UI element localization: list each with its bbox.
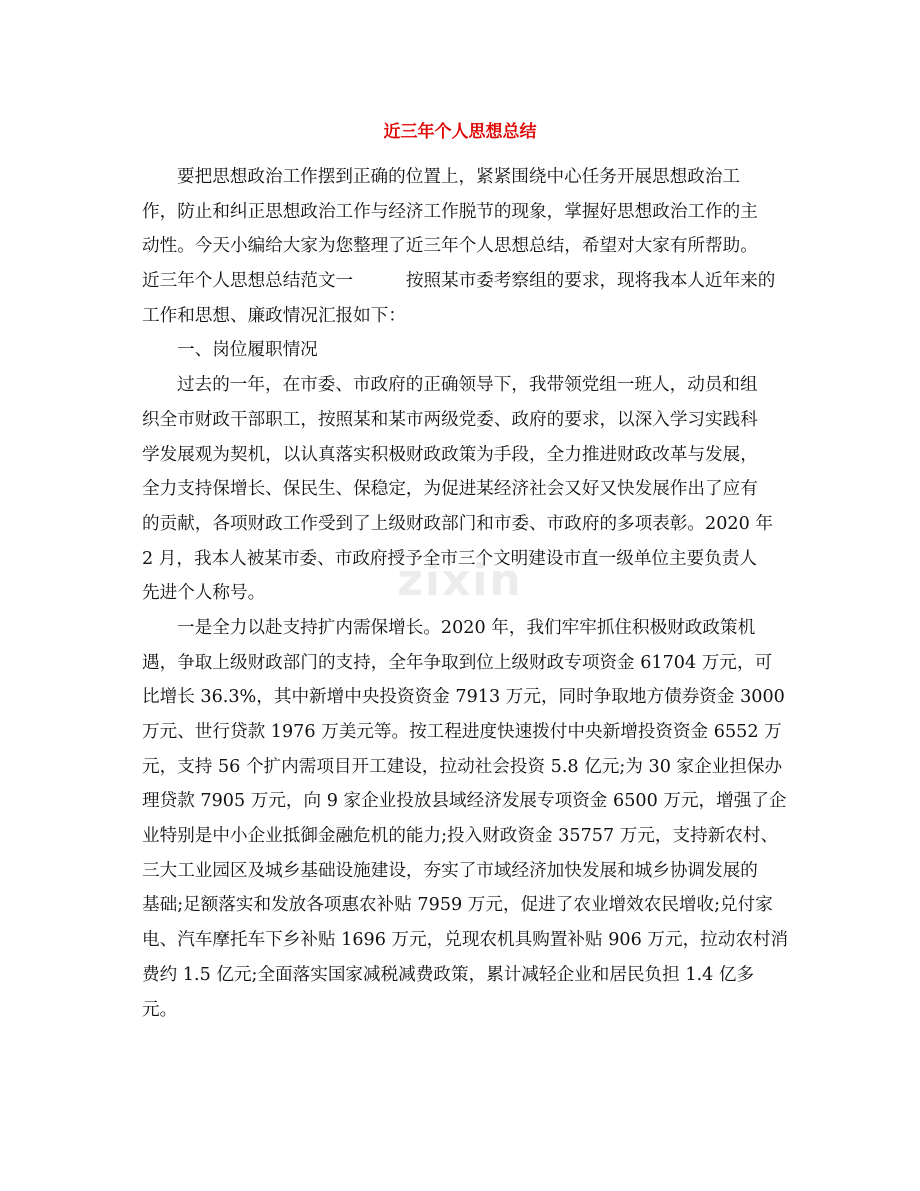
watermark: zixin bbox=[397, 555, 523, 606]
document-body bbox=[142, 160, 789, 1027]
text-line: 先进个人称号。 bbox=[142, 583, 266, 604]
text-line: 万元、世行贷款 1976 万美元等。按工程进度快速拨付中央新增投资资金 6552 万 bbox=[142, 722, 782, 742]
text-line: 电、汽车摩托车下乡补贴 1696 万元，兑现农机具购置补贴 906 万元，拉动农村消 bbox=[142, 930, 789, 951]
text-line: 比增长 36.3%，其中新增中央投资资金 7913 万元，同时争取地方债券资金 3000 bbox=[142, 687, 785, 708]
text-line: 业特别是中小企业抵御金融危机的能力;投入财政资金 35757 万元，支持新农村、 bbox=[142, 826, 779, 847]
text-line: 遇，争取上级财政部门的支持，全年争取到位上级财政专项资金 61704 万元，可 bbox=[142, 652, 773, 673]
text-line: 三大工业园区及城乡基础设施建设，夯实了市域经济加快发展和城乡协调发展的 bbox=[142, 860, 758, 881]
text-line: 元，支持 56 个扩内需项目开工建设，拉动社会投资 5.8 亿元;为 30 家企业担保办 bbox=[142, 756, 783, 777]
text-line: 的贡献，各项财政工作受到了上级财政部门和市委、市政府的多项表彰。2020 年 bbox=[142, 513, 773, 534]
text-line: 全力支持保增长、保民生、保稳定，为促进某经济社会又好又快发展作出了应有 bbox=[142, 479, 758, 500]
text-line: 工作和思想、廉政情况汇报如下： bbox=[142, 305, 406, 326]
text-line: 要把思想政治工作摆到正确的位置上，紧紧围绕中心任务开展思想政治工 bbox=[177, 167, 741, 187]
text-line: 2 月，我本人被某市委、市政府授予全市三个文明建设市直一级单位主要负责人 bbox=[142, 548, 757, 569]
text-line: 一是全力以赴支持扩内需保增长。2020 年，我们牢牢抓住积极财政政策机 bbox=[177, 617, 756, 638]
section-heading: 一、岗位履职情况 bbox=[177, 340, 318, 361]
text-line: 学发展观为契机，以认真落实积极财政政策为手段，全力推进财政改革与发展， bbox=[142, 444, 758, 465]
text-line: 元。 bbox=[142, 999, 178, 1020]
document-title: 近三年个人思想总结 bbox=[383, 122, 537, 142]
text-line: 理贷款 7905 万元，向 9 家企业投放县域经济发展专项资金 6500 万元，增强了企 bbox=[142, 791, 787, 812]
text-line: 作，防止和纠正思想政治工作与经济工作脱节的现象，掌握好思想政治工作的主 bbox=[142, 201, 758, 222]
text-line: 织全市财政干部职工，按照某和某市两级党委、政府的要求，以深入学习实践科 bbox=[142, 409, 758, 430]
text-line: 过去的一年，在市委、市政府的正确领导下，我带领党组一班人，动员和组 bbox=[177, 375, 758, 396]
text-line: 基础;足额落实和发放各项惠农补贴 7959 万元，促进了农业增效农民增收;兑付家 bbox=[142, 895, 773, 916]
text-line: 近三年个人思想总结范文一 按照某市委考察组的要求，现将我本人近年来的 bbox=[142, 271, 776, 292]
text-line: 费约 1.5 亿元;全面落实国家减税减费政策，累计减轻企业和居民负担 1.4 亿多 bbox=[142, 964, 755, 985]
text-line: 动性。今天小编给大家为您整理了近三年个人思想总结，希望对大家有所帮助。 bbox=[142, 236, 758, 257]
